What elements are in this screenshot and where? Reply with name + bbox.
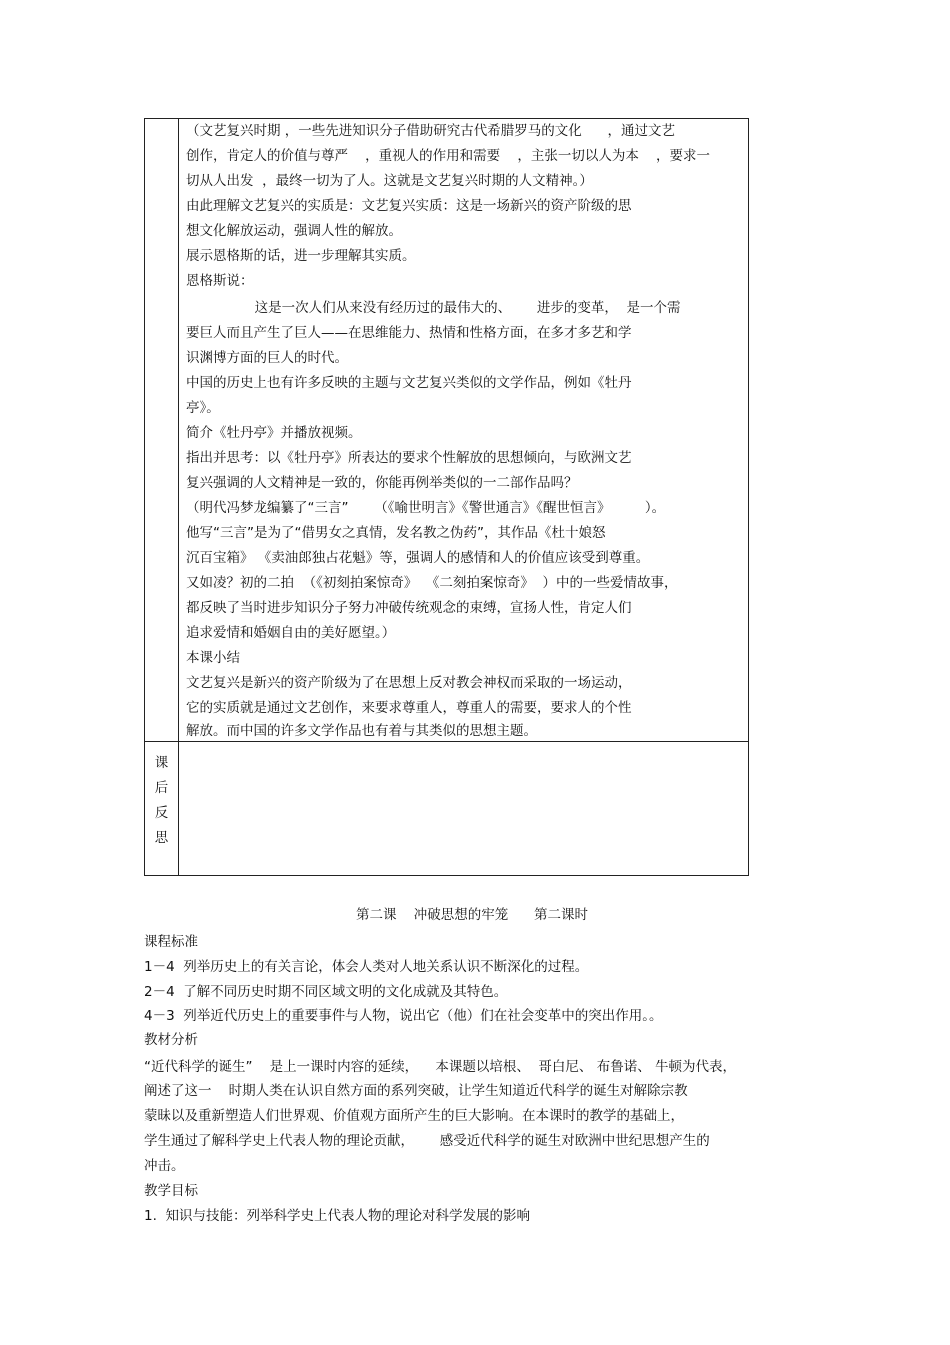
content-line: 它的实质就是通过文艺创作，来要求尊重人，尊重人的需要，要求人的个性 <box>186 700 632 716</box>
analysis-line: 蒙昧以及重新塑造人们世界观、价值观方面所产生的巨大影响。在本课时的教学的基础上， <box>144 1108 684 1124</box>
lesson-title: 第二课 冲破思想的牢笼 第二课时 <box>356 907 588 923</box>
analysis-line: “近代科学的诞生” 是上一课时内容的延续， 本课题以培根、 哥白尼、 布鲁诺、 牛顿为代表， <box>144 1059 736 1075</box>
lesson-table <box>144 118 749 876</box>
content-line: 文艺复兴是新兴的资产阶级为了在思想上反对教会神权而采取的一场运动， <box>186 675 632 691</box>
standard-item: 2－4 了解不同历史时期不同区域文明的文化成就及其特色。 <box>144 984 508 1000</box>
reflection-label-char: 反 <box>154 805 169 821</box>
analysis-line: 阐述了这一 时期人类在认识自然方面的系列突破，让学生知道近代科学的诞生对解除宗教 <box>144 1083 688 1099</box>
section-heading: 教材分析 <box>144 1032 198 1048</box>
content-line: 识渊博方面的巨人的时代。 <box>186 350 348 366</box>
reflection-label-char: 课 <box>154 755 169 771</box>
content-line: 由此理解文艺复兴的实质是：文艺复兴实质：这是一场新兴的资产阶级的思 <box>186 198 632 214</box>
content-line: 中国的历史上也有许多反映的主题与文艺复兴类似的文学作品，例如《牡丹 <box>186 375 632 391</box>
content-line: 指出并思考：以《牡丹亭》所表达的要求个性解放的思想倾向，与欧洲文艺 <box>186 450 632 466</box>
content-line: 他写“三言”是为了“借男女之真情，发名教之伪药”，其作品《杜十娘怒 <box>186 525 606 541</box>
content-line: 切从人出发 ，最终一切为了人。这就是文艺复兴时期的人文精神。） <box>186 173 593 189</box>
summary-heading: 本课小结 <box>186 650 240 666</box>
content-line: 想文化解放运动，强调人性的解放。 <box>186 223 402 239</box>
content-line: 又如凌？初的二拍 （《初刻拍案惊奇》 《二刻拍案惊奇》 ）中的一些爱情故事， <box>186 575 678 591</box>
standard-item: 1－4 列举历史上的有关言论，体会人类对人地关系认识不断深化的过程。 <box>144 959 589 975</box>
reflection-label-char: 思 <box>154 830 169 846</box>
table-column-divider <box>178 119 179 875</box>
content-line: 恩格斯说： <box>186 273 254 289</box>
content-line: 都反映了当时进步知识分子努力冲破传统观念的束缚，宣扬人性，肯定人们 <box>186 600 632 616</box>
content-line: 沉百宝箱》 《卖油郎独占花魁》等，强调人的感情和人的价值应该受到尊重。 <box>186 550 650 566</box>
analysis-line: 学生通过了解科学史上代表人物的理论贡献， 感受近代科学的诞生对欧洲中世纪思想产生的 <box>144 1133 710 1149</box>
content-line: 展示恩格斯的话，进一步理解其实质。 <box>186 248 416 264</box>
content-line: 解放。而中国的许多文学作品也有着与其类似的思想主题。 <box>186 723 537 739</box>
content-line: 追求爱情和婚姻自由的美好愿望。） <box>186 625 396 641</box>
table-row-divider <box>145 741 748 742</box>
standard-item: 4－3 列举近代历史上的重要事件与人物，说出它（他）们在社会变革中的突出作用。。 <box>144 1008 663 1024</box>
content-line: 这是一次人们从来没有经历过的最伟大的、 进步的变革， 是一个需 <box>186 300 681 316</box>
section-heading: 教学目标 <box>144 1183 198 1199</box>
content-line: 复兴强调的人文精神是一致的，你能再例举类似的一二部作品吗？ <box>186 475 578 491</box>
content-line: 创作，肯定人的价值与尊严 ，重视人的作用和需要 ，主张一切以人为本 ，要求一 <box>186 148 710 164</box>
content-line: 简介《牡丹亭》并播放视频。 <box>186 425 362 441</box>
content-line: 要巨人而且产生了巨人——在思维能力、热情和性格方面，在多才多艺和学 <box>186 325 632 341</box>
analysis-line: 冲击。 <box>144 1158 185 1174</box>
content-line: （文艺复兴时期 ，一些先进知识分子借助研究古代希腊罗马的文化 ，通过文艺 <box>186 123 676 139</box>
reflection-label-char: 后 <box>154 780 169 796</box>
content-line: 亭》。 <box>186 400 220 416</box>
content-line: （明代冯梦龙编纂了“三言” （《喻世明言》《警世通言》《醒世恒言》 ）。 <box>186 500 666 516</box>
section-heading: 课程标准 <box>144 934 198 950</box>
objective-item: 1. 知识与技能：列举科学史上代表人物的理论对科学发展的影响 <box>144 1208 530 1224</box>
